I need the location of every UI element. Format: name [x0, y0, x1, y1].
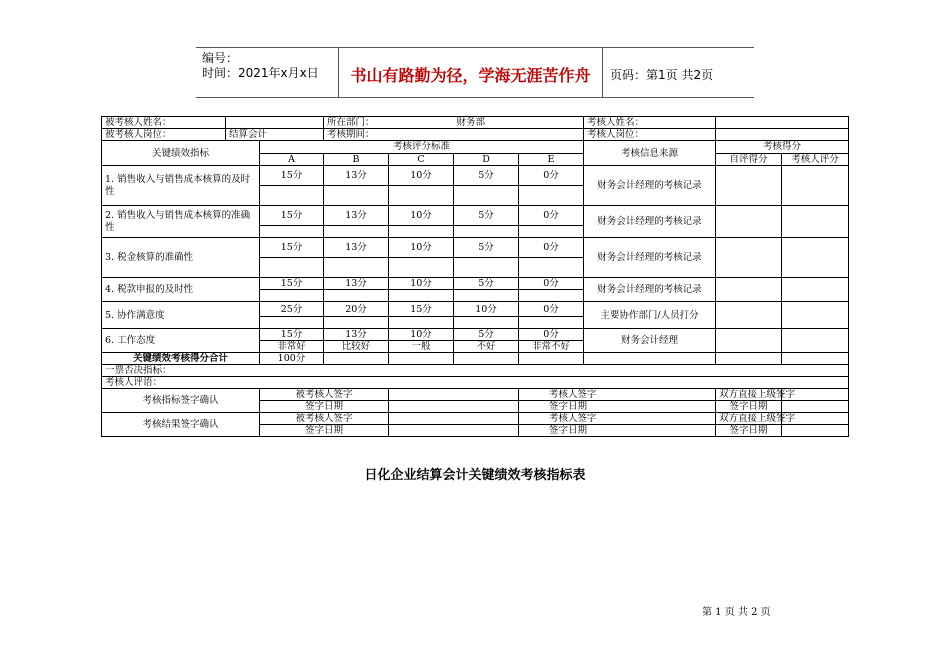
score-cell: 5分: [454, 278, 519, 290]
score-cell: 10分: [389, 278, 454, 290]
self-score-input[interactable]: [716, 166, 782, 206]
grade-d-header: D: [454, 153, 519, 166]
score-cell: 15分: [260, 329, 324, 341]
name-label: 被考核人姓名：: [102, 117, 226, 129]
number-label: 编号：: [202, 51, 239, 65]
score-cell: 5分: [454, 238, 519, 258]
score-cell: 10分: [389, 166, 454, 186]
blank-cell: [584, 353, 716, 365]
sign-date-label: 签字日期: [716, 425, 782, 437]
score-cell: 0分: [519, 278, 584, 290]
blank-cell: [519, 226, 584, 238]
blank-cell: [324, 226, 389, 238]
self-score-header: 自评得分: [716, 153, 782, 166]
self-score-input[interactable]: [716, 302, 782, 329]
kpi-name: 5. 协作满意度: [102, 302, 260, 329]
sign-date-field[interactable]: [389, 401, 519, 413]
indicator-confirm-label: 考核指标签字确认: [102, 389, 260, 413]
self-score-input[interactable]: [716, 329, 782, 353]
grade-label: 非常不好: [519, 341, 584, 353]
sign-date-field[interactable]: [782, 425, 849, 437]
dept-value[interactable]: 财务部: [454, 117, 584, 129]
kpi-name: 2. 销售收入与销售成本核算的准确性: [102, 206, 260, 238]
header-page-label: 页码：第1页 共2页: [610, 68, 714, 82]
sign-date-field[interactable]: [389, 425, 519, 437]
assessee-sign-field[interactable]: [389, 413, 519, 425]
score-cell: 0分: [519, 238, 584, 258]
info-row: [102, 129, 849, 141]
sign-row: [102, 413, 849, 425]
assessee-sign-label: 被考核人签字: [260, 413, 389, 425]
blank-cell: [454, 290, 519, 302]
superior-sign-label: 双方直接上级签字: [716, 413, 782, 425]
assessor-score-header: 考核人评分: [782, 153, 849, 166]
comment-row: [102, 377, 849, 389]
blank-cell: [389, 353, 454, 365]
score-cell: 15分: [260, 206, 324, 226]
header-left: [202, 51, 319, 81]
kpi-name: 1. 销售收入与销售成本核算的及时性: [102, 166, 260, 206]
grade-label: 非常好: [260, 341, 324, 353]
info-row: [102, 117, 849, 129]
blank-cell: [389, 186, 454, 206]
blank-cell: [324, 317, 389, 329]
score-cell: 25分: [260, 302, 324, 317]
kpi-row: [102, 206, 849, 226]
grade-e-header: E: [519, 153, 584, 166]
dept-label: 所在部门：: [324, 117, 454, 129]
self-score-input[interactable]: [716, 278, 782, 302]
standard-header: 考核评分标准: [260, 141, 584, 154]
source-header: 考核信息来源: [584, 141, 716, 166]
kpi-name: 6. 工作态度: [102, 329, 260, 353]
blank-cell: [260, 186, 324, 206]
kpi-row: [102, 302, 849, 317]
self-score-input[interactable]: [716, 238, 782, 278]
kpi-row: [102, 329, 849, 341]
comment-label[interactable]: 考核人评语：: [102, 377, 849, 389]
score-cell: 15分: [260, 238, 324, 258]
kpi-row: [102, 166, 849, 186]
page-footer: 第 1 页 共 2 页: [702, 607, 771, 618]
result-confirm-label: 考核结果签字确认: [102, 413, 260, 437]
blank-cell: [454, 186, 519, 206]
blank-cell: [389, 317, 454, 329]
sign-date-label: 签字日期: [716, 401, 782, 413]
score-cell: 13分: [324, 278, 389, 290]
assessor-score-input[interactable]: [782, 238, 849, 278]
assessor-name-value[interactable]: [716, 117, 849, 129]
blank-cell: [454, 317, 519, 329]
kpi-source: 主要协作部门/人员打分: [584, 302, 716, 329]
blank-cell: [260, 317, 324, 329]
assessor-name-label: 考核人姓名：: [584, 117, 716, 129]
assessee-sign-label: 被考核人签字: [260, 389, 389, 401]
page-header: [196, 47, 754, 98]
assessor-sign-label: 考核人签字: [519, 389, 716, 401]
kpi-table: [101, 116, 849, 437]
score-cell: 5分: [454, 206, 519, 226]
self-score-input[interactable]: [716, 206, 782, 238]
grade-a-header: A: [260, 153, 324, 166]
superior-sign-label: 双方直接上级签字: [716, 389, 782, 401]
score-cell: 0分: [519, 166, 584, 186]
period-value[interactable]: [454, 129, 584, 141]
score-cell: 10分: [454, 302, 519, 317]
blank-cell: [389, 258, 454, 278]
kpi-source: 财务会计经理的考核记录: [584, 206, 716, 238]
kpi-source: 财务会计经理的考核记录: [584, 166, 716, 206]
score-cell: 13分: [324, 206, 389, 226]
period-label: 考核期间：: [324, 129, 454, 141]
table-header-row: [102, 141, 849, 154]
assessor-score-input[interactable]: [782, 206, 849, 238]
score-cell: 10分: [389, 206, 454, 226]
blank-cell: [389, 226, 454, 238]
score-cell: 0分: [519, 206, 584, 226]
grade-c-header: C: [389, 153, 454, 166]
kpi-source: 财务会计经理的考核记录: [584, 278, 716, 302]
blank-cell: [519, 353, 584, 365]
score-cell: 20分: [324, 302, 389, 317]
score-cell: 13分: [324, 166, 389, 186]
assessee-sign-field[interactable]: [389, 389, 519, 401]
blank-cell: [519, 290, 584, 302]
assessor-post-value[interactable]: [716, 129, 849, 141]
score-cell: 15分: [389, 302, 454, 317]
total-assessor-score[interactable]: [782, 353, 849, 365]
kpi-name: 3. 税金核算的准确性: [102, 238, 260, 278]
kpi-name: 4. 税款申报的及时性: [102, 278, 260, 302]
assessor-score-input[interactable]: [782, 278, 849, 302]
blank-cell: [260, 290, 324, 302]
total-row: [102, 353, 849, 365]
assessor-score-input[interactable]: [782, 166, 849, 206]
post-label: 被考核人岗位：: [102, 129, 226, 141]
blank-cell: [324, 353, 389, 365]
sign-date-label: 签字日期: [519, 401, 716, 413]
kpi-row: [102, 238, 849, 258]
sign-date-label: 签字日期: [519, 425, 716, 437]
total-label: 关键绩效考核得分合计: [102, 353, 260, 365]
total-value: 100分: [260, 353, 324, 365]
score-cell: 15分: [260, 166, 324, 186]
score-cell: 13分: [324, 329, 389, 341]
score-header: 考核得分: [716, 141, 849, 154]
blank-cell: [324, 258, 389, 278]
score-cell: 10分: [389, 329, 454, 341]
score-cell: 10分: [389, 238, 454, 258]
header-motto: 书山有路勤为径，学海无涯苦作舟: [350, 66, 591, 85]
grade-label: 比较好: [324, 341, 389, 353]
blank-cell: [454, 226, 519, 238]
blank-cell: [260, 258, 324, 278]
score-cell: 15分: [260, 278, 324, 290]
blank-cell: [324, 186, 389, 206]
blank-cell: [324, 290, 389, 302]
kpi-source: 财务会计经理: [584, 329, 716, 353]
name-value[interactable]: [226, 117, 324, 129]
total-self-score[interactable]: [716, 353, 782, 365]
score-cell: 0分: [519, 329, 584, 341]
score-cell: 5分: [454, 166, 519, 186]
grade-label: 不好: [454, 341, 519, 353]
assessor-sign-label: 考核人签字: [519, 413, 716, 425]
blank-cell: [519, 186, 584, 206]
sign-date-label: 签字日期: [260, 425, 389, 437]
assessor-score-input[interactable]: [782, 329, 849, 353]
sign-row: [102, 389, 849, 401]
post-value[interactable]: 结算会计: [226, 129, 324, 141]
assessor-score-input[interactable]: [782, 302, 849, 329]
blank-cell: [389, 290, 454, 302]
score-cell: 13分: [324, 238, 389, 258]
blank-cell: [260, 226, 324, 238]
header-divider: [602, 48, 603, 97]
blank-cell: [519, 258, 584, 278]
score-cell: 5分: [454, 329, 519, 341]
kpi-source: 财务会计经理的考核记录: [584, 238, 716, 278]
grade-b-header: B: [324, 153, 389, 166]
sign-date-field[interactable]: [782, 401, 849, 413]
blank-cell: [454, 353, 519, 365]
document-title: 日化企业结算会计关键绩效考核指标表: [364, 468, 586, 483]
kpi-row: [102, 278, 849, 290]
veto-row: [102, 365, 849, 377]
blank-cell: [454, 258, 519, 278]
assessor-post-label: 考核人岗位：: [584, 129, 716, 141]
veto-label[interactable]: 一票否决指标：: [102, 365, 849, 377]
kpi-header: 关键绩效指标: [102, 141, 260, 166]
sign-date-label: 签字日期: [260, 401, 389, 413]
grade-label: 一般: [389, 341, 454, 353]
blank-cell: [519, 317, 584, 329]
time-label: 时间：2021年x月x日: [202, 66, 319, 80]
score-cell: 0分: [519, 302, 584, 317]
